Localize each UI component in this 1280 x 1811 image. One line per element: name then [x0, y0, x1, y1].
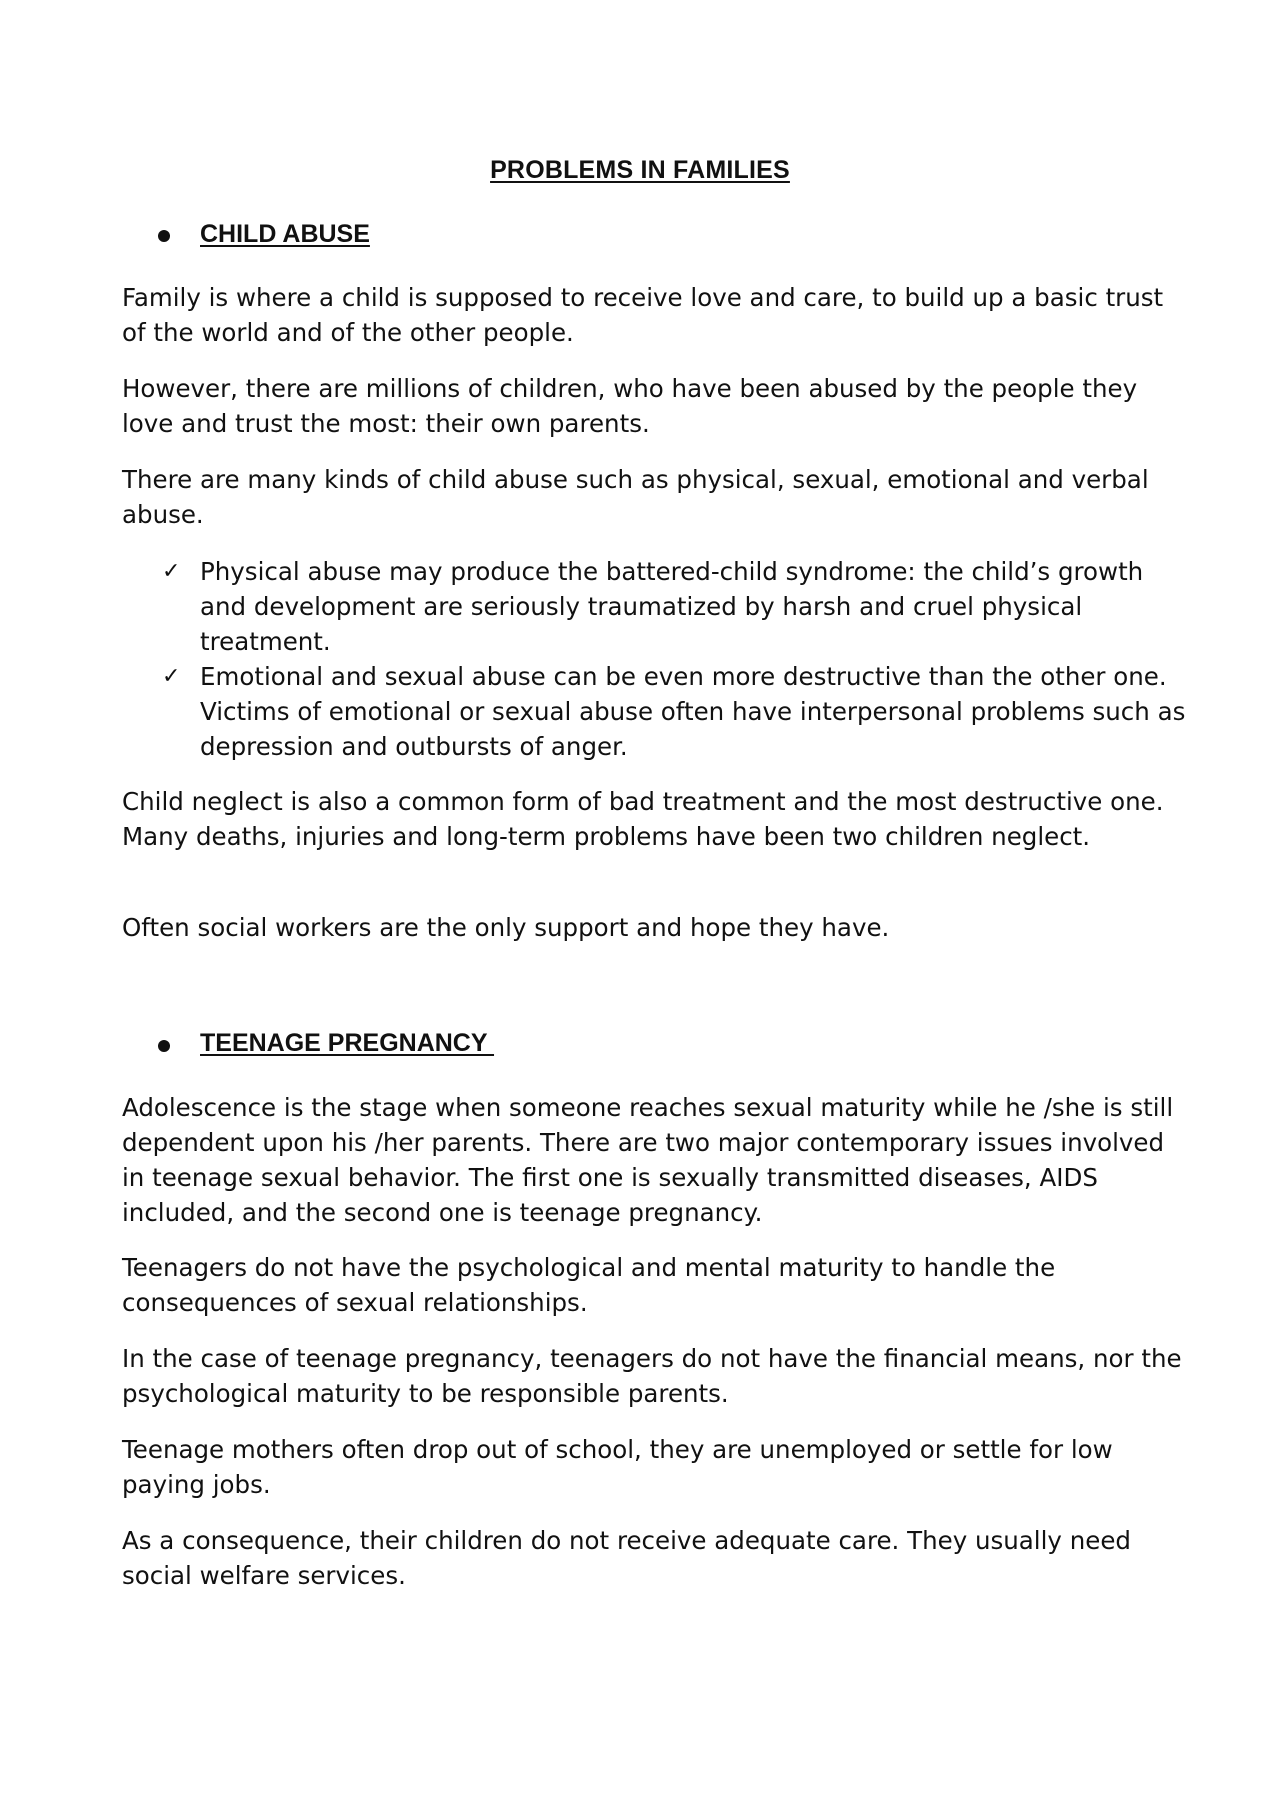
paragraph-teen-maturity: Teenagers do not have the psychological and mental maturity to handle the consequences of sexual relationships. — [122, 1253, 1056, 1317]
paragraph-child-neglect: Child neglect is also a common form of bad treatment and the most destructive one. Many deaths, injuries and long-term problems have been two children neglect. — [122, 787, 1164, 851]
paragraph-adolescence: Adolescence is the stage when someone reaches sexual maturity while he /she is still dependent upon his /her parents. There are two major contemporary issues involved in teenage sexual behavior. The first one is sexually transmitted diseases, AIDS included, and the second one is teenage pregnancy. — [122, 1093, 1174, 1227]
list-item-text: Physical abuse may produce the battered-child syndrome: the child’s growth and development are seriously traumatized by harsh and cruel physical treatment. — [200, 557, 1144, 656]
section-heading-teenage-pregnancy: TEENAGE PREGNANCY — [200, 1029, 495, 1057]
paragraph-social-workers: Often social workers are the only support and hope they have. — [122, 913, 890, 942]
checkmark-icon: ✓ — [162, 664, 181, 689]
paragraph-teen-mothers: Teenage mothers often drop out of school, they are unemployed or settle for low paying jobs. — [122, 1435, 1113, 1499]
paragraph-kinds-of-abuse: There are many kinds of child abuse such as physical, sexual, emotional and verbal abuse. — [122, 465, 1149, 529]
list-item-text: Emotional and sexual abuse can be even more destructive than the other one. Victims of emotional or sexual abuse often have interpersonal problems such as depression and outbursts of anger. — [200, 662, 1186, 761]
page-title: PROBLEMS IN FAMILIES — [490, 156, 790, 184]
section-heading-child-abuse: CHILD ABUSE — [200, 220, 370, 248]
list-item — [158, 554, 1188, 659]
paragraph-financial-means: In the case of teenage pregnancy, teenagers do not have the financial means, nor the psychological maturity to be responsible parents. — [122, 1344, 1182, 1408]
filled-circle-bullet-icon — [158, 1040, 170, 1052]
abuse-checklist — [158, 554, 1188, 764]
paragraph-family-love: Family is where a child is supposed to receive love and care, to build up a basic trust of the world and of the other people. — [122, 283, 1164, 347]
checkmark-icon: ✓ — [162, 559, 181, 584]
filled-circle-bullet-icon — [158, 230, 170, 242]
paragraph-millions-abused: However, there are millions of children, who have been abused by the people they love and trust the most: their own parents. — [122, 374, 1138, 438]
paragraph-consequence: As a consequence, their children do not receive adequate care. They usually need social welfare services. — [122, 1526, 1131, 1590]
list-item — [158, 659, 1188, 764]
